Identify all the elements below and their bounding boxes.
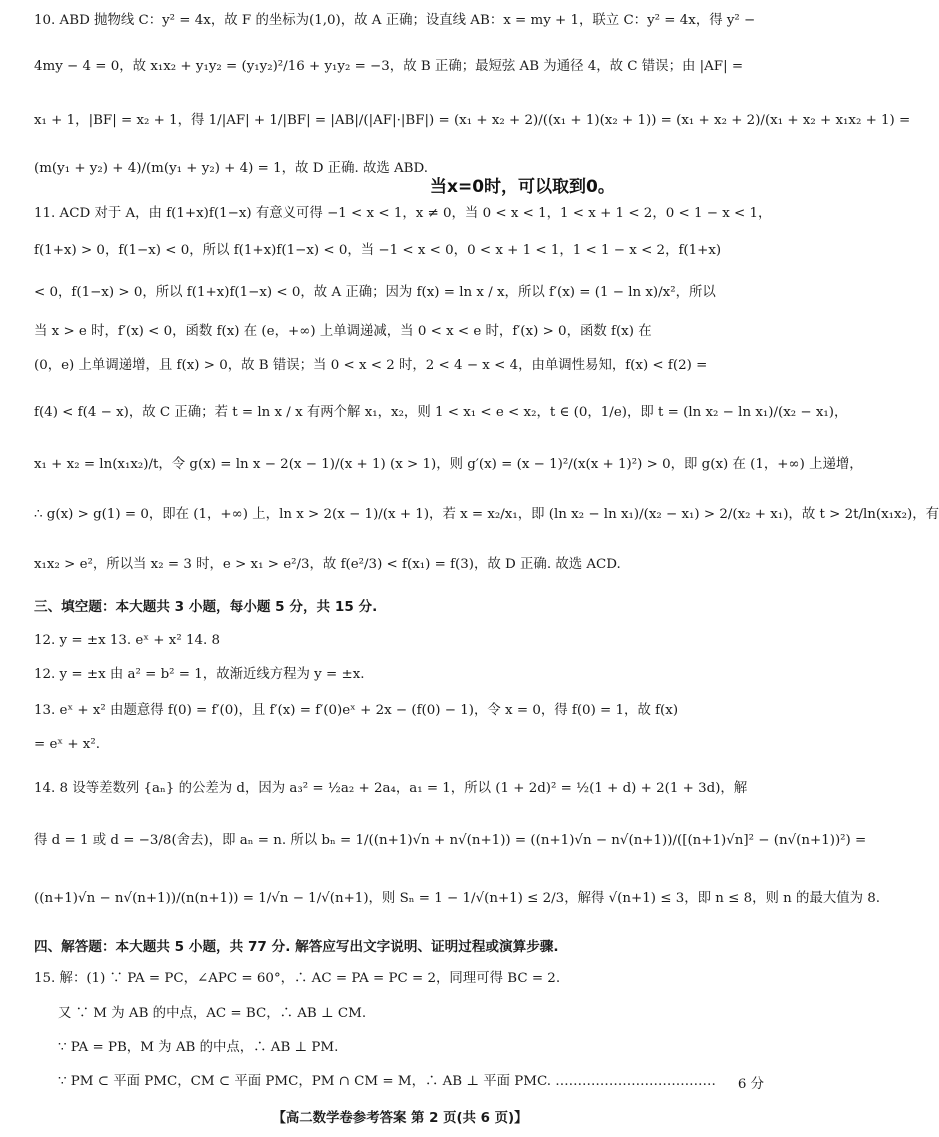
text-line: x₁x₂ > e²，所以当 x₂ = 3 时，e > x₁ > e²/3，故 f(e²/3) < f(x₁) = f(3)，故 D 正确. 故选 ACD. bbox=[34, 557, 621, 572]
text-line: 12. y = ±x 由 a² = b² = 1，故渐近线方程为 y = ±x. bbox=[34, 667, 365, 682]
text-line: = eˣ + x². bbox=[34, 737, 100, 752]
text-line: ∴ g(x) > g(1) = 0，即在 (1，+∞) 上，ln x > 2(x − 1)/(x + 1)，若 x = x₂/x₁，即 (ln x₂ − ln x₁)/(x₂ − x₁) > 2/(x₂ + x₁)，故 t > 2t/ln(x₁x₂)，有 bbox=[34, 507, 939, 522]
page-footer: 【高二数学卷参考答案 第 2 页(共 6 页)】 bbox=[272, 1111, 528, 1126]
text-line: x₁ + x₂ = ln(x₁x₂)/t，令 g(x) = ln x − 2(x − 1)/(x + 1) (x > 1)，则 g′(x) = (x − 1)²/(x(x + 1)²) > 0，即 g(x) 在 (1，+∞) 上递增， bbox=[34, 457, 863, 472]
text-line: 14. 8 设等差数列 {aₙ} 的公差为 d，因为 a₃² = ½a₂ + 2a₄，a₁ = 1，所以 (1 + 2d)² = ½(1 + d) + 2(1 + 3d)，解 bbox=[34, 781, 748, 796]
section-heading-solutions: 四、解答题：本大题共 5 小题，共 77 分. 解答应写出文字说明、证明过程或演算步骤. bbox=[34, 939, 559, 955]
text-line: 11. ACD 对于 A，由 f(1+x)f(1−x) 有意义可得 −1 < x < 1，x ≠ 0，当 0 < x < 1，1 < x + 1 < 2，0 < 1 − x < 1， bbox=[34, 206, 772, 221]
text-line: < 0，f(1−x) > 0，所以 f(1+x)f(1−x) < 0，故 A 正确；因为 f(x) = ln x / x，所以 f′(x) = (1 − ln x)/x²，所以 bbox=[34, 285, 716, 300]
text-line: f(1+x) > 0，f(1−x) < 0，所以 f(1+x)f(1−x) < 0，当 −1 < x < 0，0 < x + 1 < 1，1 < 1 − x < 2，f(1+x) bbox=[34, 243, 722, 258]
text-line: 又 ∵ M 为 AB 的中点，AC = BC，∴ AB ⊥ CM. bbox=[58, 1006, 367, 1021]
text-line: ((n+1)√n − n√(n+1))/(n(n+1)) = 1/√n − 1/√(n+1)，则 Sₙ = 1 − 1/√(n+1) ≤ 2/3，解得 √(n+1) ≤ 3，即 n ≤ 8，则 n 的最大值为 8. bbox=[34, 891, 881, 906]
text-line: ∵ PA = PB，M 为 AB 的中点，∴ AB ⊥ PM. bbox=[58, 1040, 339, 1055]
text-line: 当 x > e 时，f′(x) < 0，函数 f(x) 在 (e，+∞) 上单调递减，当 0 < x < e 时，f′(x) > 0，函数 f(x) 在 bbox=[34, 324, 652, 339]
handwritten-note: 当x=0时，可以取到0。 bbox=[430, 177, 615, 197]
text-line: 4my − 4 = 0，故 x₁x₂ + y₁y₂ = (y₁y₂)²/16 + y₁y₂ = −3，故 B 正确；最短弦 AB 为通径 4，故 C 错误；由 |AF| = bbox=[34, 59, 744, 74]
text-line: f(4) < f(4 − x)，故 C 正确；若 t = ln x / x 有两个解 x₁，x₂，则 1 < x₁ < e < x₂，t ∈ (0，1/e)，即 t = (ln x₂ − ln x₁)/(x₂ − x₁)， bbox=[34, 405, 848, 420]
text-line: 15. 解：(1) ∵ PA = PC，∠APC = 60°，∴ AC = PA = PC = 2，同理可得 BC = 2. bbox=[34, 971, 561, 986]
text-line: 13. eˣ + x² 由题意得 f(0) = f′(0)，且 f′(x) = f′(0)eˣ + 2x − (f(0) − 1)，令 x = 0，得 f(0) = 1，故 f(x) bbox=[34, 703, 679, 718]
answers-summary: 12. y = ±x 13. eˣ + x² 14. 8 bbox=[34, 633, 221, 648]
section-heading-fill-in: 三、填空题：本大题共 3 小题，每小题 5 分，共 15 分. bbox=[34, 599, 378, 615]
text-line: 10. ABD 抛物线 C：y² = 4x，故 F 的坐标为(1,0)，故 A 正确；设直线 AB：x = my + 1，联立 C：y² = 4x，得 y² − bbox=[34, 13, 756, 28]
score-mark: 6 分 bbox=[737, 1077, 764, 1092]
text-line: (0，e) 上单调递增，且 f(x) > 0，故 B 错误；当 0 < x < 2 时，2 < 4 − x < 4，由单调性易知，f(x) < f(2) = bbox=[34, 358, 708, 373]
text-line: 得 d = 1 或 d = −3/8(舍去)，即 aₙ = n. 所以 bₙ = 1/((n+1)√n + n√(n+1)) = ((n+1)√n − n√(n+1))/([(n+1)√n]² − (n√(n+1))²) = bbox=[34, 833, 867, 848]
text-line: (m(y₁ + y₂) + 4)/(m(y₁ + y₂) + 4) = 1，故 D 正确. 故选 ABD. bbox=[34, 161, 429, 176]
text-line: ∵ PM ⊂ 平面 PMC，CM ⊂ 平面 PMC，PM ∩ CM = M，∴ AB ⊥ 平面 PMC. ……………………………… bbox=[58, 1074, 716, 1089]
text-line: x₁ + 1，|BF| = x₂ + 1，得 1/|AF| + 1/|BF| = |AB|/(|AF|·|BF|) = (x₁ + x₂ + 2)/((x₁ + 1)(x₂ + 1)) = (x₁ + x₂ + 2)/(x₁ + x₂ + x₁x₂ + 1) = bbox=[34, 113, 911, 128]
